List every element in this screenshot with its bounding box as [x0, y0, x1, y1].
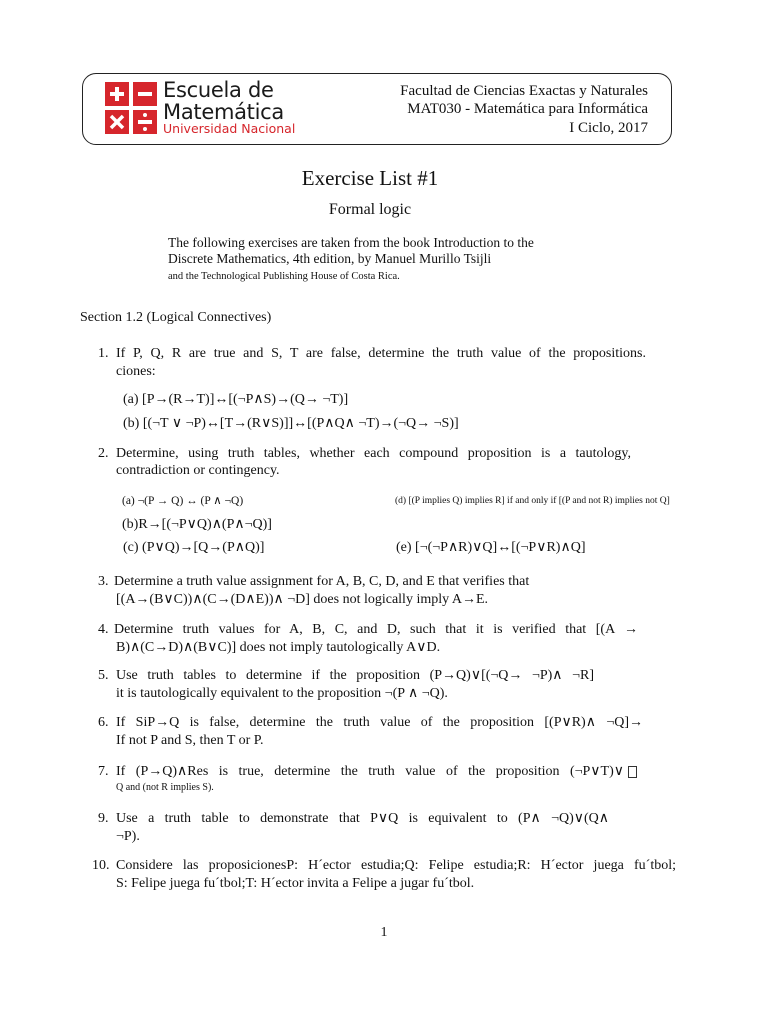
exercise-text: If SiP→Q is false, determine the truth value of the proposition [(P∨R)∧ ¬Q]→: [116, 715, 643, 730]
exercise-text: [(A→(B∨C))∧(C→(D∧E))∧ ¬D] does not logically imply A→E.: [116, 592, 488, 607]
intro-line2: Discrete Mathematics, 4th edition, by Manuel Murillo Tsijli: [168, 251, 492, 266]
exercise-text: If not P and S, then T or P.: [116, 733, 264, 748]
section-heading: Section 1.2 (Logical Connectives): [80, 310, 272, 325]
exercise-number: 4.: [98, 622, 109, 637]
page-subtitle-text: Formal logic: [328, 201, 412, 218]
exercise-text: S: Felipe juega fu´tbol;T: H´ector invita a Felipe a jugar fu´tbol.: [116, 876, 475, 891]
exercise-number: 2.: [98, 446, 109, 461]
term: I Ciclo, 2017: [569, 120, 648, 136]
exercise-number: 9.: [98, 811, 109, 826]
school-logo-icon: [105, 82, 157, 134]
logo-text-line2: Matemática: [163, 100, 284, 124]
exercise-item: (e) [¬(¬P∧R)∨Q]↔[(¬P∨R)∧Q]: [396, 540, 586, 555]
page-title-text: Exercise List #1: [301, 166, 439, 190]
exercise-text: If P, Q, R are true and S, T are false, determine the truth value of the propositions.: [116, 346, 646, 361]
exercise-text: ciones:: [116, 364, 156, 379]
exercise-text: B)∧(C→D)∧(B∨C)] does not imply tautologically A∨D.: [116, 640, 441, 655]
intro-line1: The following exercises are taken from the book Introduction to the: [168, 235, 534, 250]
exercise-number: 3.: [98, 574, 109, 589]
missing-glyph-icon: [628, 766, 637, 778]
exercise-item: (a) [P→(R→T)]↔[(¬P∧S)→(Q→ ¬T)]: [123, 392, 349, 407]
page-number: 1: [380, 925, 388, 940]
exercise-item: (a) ¬(P → Q) ↔ (P ∧ ¬Q): [122, 495, 244, 507]
exercise-text: ¬P).: [116, 829, 140, 844]
exercise-text: Use a truth table to demonstrate that P∨Q is equivalent to (P∧ ¬Q)∨(Q∧: [116, 811, 609, 826]
exercise-text: If (P→Q)∧Res is true, determine the truth value of the proposition (¬P∨T)∨: [116, 764, 624, 779]
exercise-number: 1.: [98, 346, 109, 361]
exercise-text: Use truth tables to determine if the proposition (P→Q)∨[(¬Q→ ¬P)∧ ¬R]: [116, 668, 594, 683]
exercise-text: Determine a truth value assignment for A, B, C, D, and E that verifies that: [114, 574, 530, 589]
page-subtitle: [0, 201, 768, 219]
exercise-text: Determine truth values for A, B, C, and D, such that it is verified that [(A →: [114, 622, 638, 637]
exercise-text: Determine, using truth tables, whether each compound proposition is a tautology,: [116, 446, 631, 461]
exercise-number: 10.: [92, 858, 110, 873]
faculty-name: Facultad de Ciencias Exactas y Naturales: [400, 83, 648, 99]
exercise-text: it is tautologically equivalent to the proposition ¬(P ∧ ¬Q).: [116, 686, 448, 701]
page-title: [0, 166, 768, 191]
exercise-text: Q and (not R implies S).: [116, 782, 214, 793]
exercise-item: (d) [(P implies Q) implies R] if and only if [(P and not R) implies not Q]: [395, 496, 670, 506]
exercise-text: Considere las proposicionesP: H´ector estudia;Q: Felipe estudia;R: H´ector juega fu´tbol;: [116, 858, 676, 873]
exercise-number: 7.: [98, 764, 109, 779]
intro-line3: and the Technological Publishing House of Costa Rica.: [168, 271, 400, 282]
exercise-number: 5.: [98, 668, 109, 683]
exercise-number: 6.: [98, 715, 109, 730]
exercise-item: (b) [(¬T ∨ ¬P)↔[T→(R∨S)]]↔[(P∧Q∧ ¬T)→(¬Q→ ¬S)]: [123, 416, 459, 431]
logo-text-line1: Escuela de: [163, 78, 274, 102]
course-name: MAT030 - Matemática para Informática: [407, 101, 648, 117]
logo-text-line3: Universidad Nacional: [163, 121, 296, 136]
exercise-text: contradiction or contingency.: [116, 463, 280, 478]
exercise-item: (c) (P∨Q)→[Q→(P∧Q)]: [123, 540, 265, 555]
exercise-item: (b)R→[(¬P∨Q)∧(P∧¬Q)]: [122, 517, 272, 532]
